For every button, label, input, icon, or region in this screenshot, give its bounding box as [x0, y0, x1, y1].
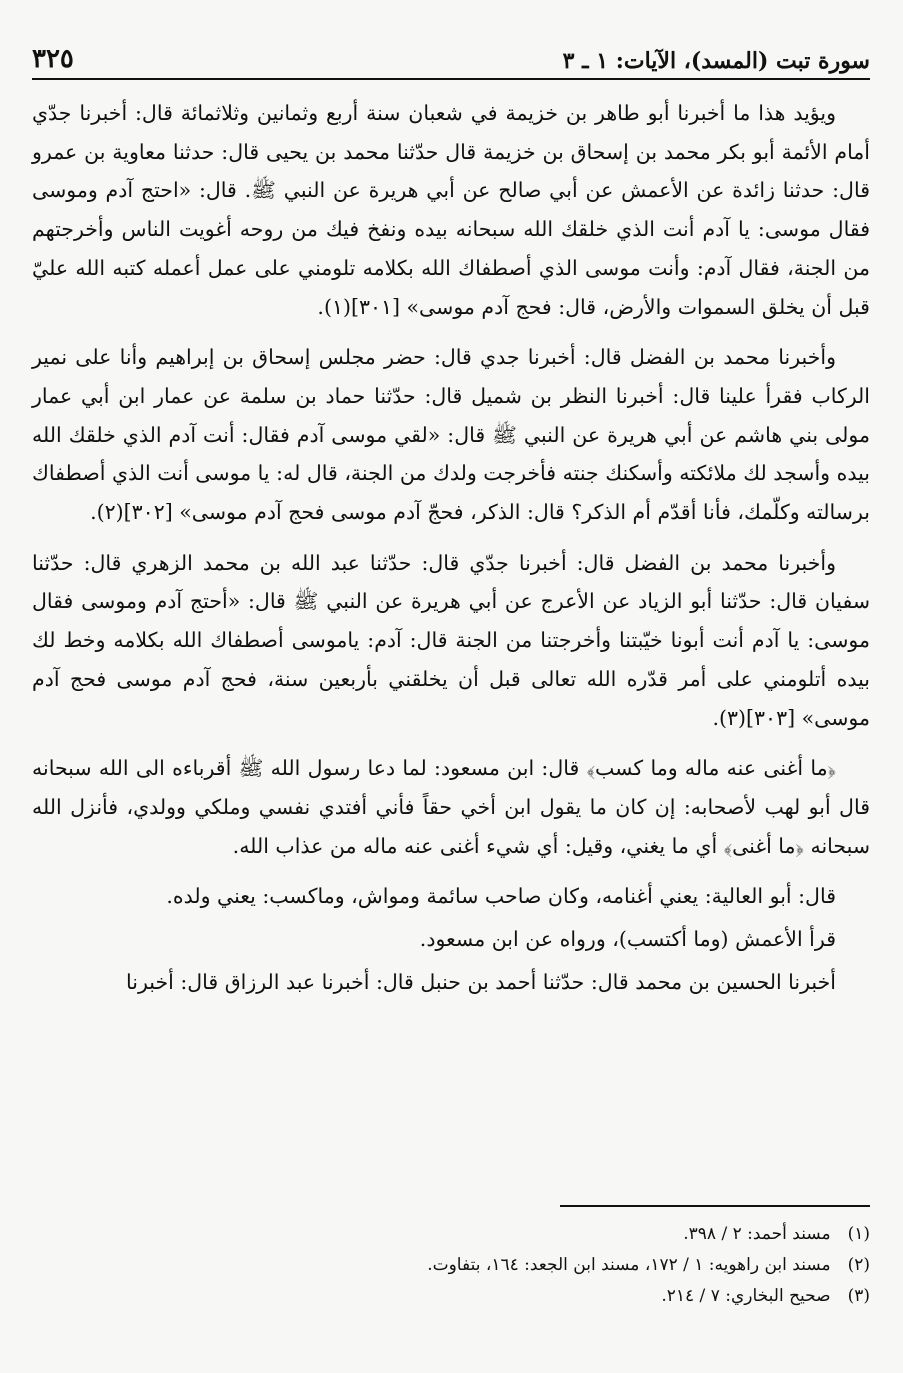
paragraph-1: ويؤيد هذا ما أخبرنا أبو طاهر بن خزيمة في شعبان سنة أربع وثمانين وثلاثمائة قال: أخبرنا جدّي أمام الأئمة أبو بكر محمد بن إسحاق بن خزيمة قال حدّثنا محمد بن يحيى قال: حدثنا معاوية بن عمرو قال: حدثنا زائدة عن الأعمش عن أبي صالح عن أبي هريرة عن النبي ﷺ. قال: «احتج آدم وموسى فقال موسى: يا آدم أنت الذي خلقك الله سبحانه بيده ونفخ فيك من روحه أغويت الناس وأخرجتهم من الجنة، فقال آدم: وأنت موسى الذي أصطفاك الله بكلامه تلومني على عمل أعمله كتبه الله عليّ قبل أن يخلق السموات والأرض، قال: فحج آدم موسى» [٣٠١](١). [32, 101, 870, 319]
paragraph-2: وأخبرنا محمد بن الفضل قال: أخبرنا جدي قال: حضر مجلس إسحاق بن إبراهيم وأنا على نمير الركاب فقرأ علينا قال: أخبرنا النظر بن شميل قال: حدّثنا حماد بن سلمة عن عمار ابن أبي عمار مولى بني هاشم عن أبي هريرة عن النبي ﷺ قال: «لقي موسى آدم فقال: أنت آدم الذي خلقك الله بيده وأسجد لك ملائكته وأسكنك جنته فأخرجت ولدك من الجنة، قال له: يا موسى أنت الذي أصطفاك برسالته وكلّمك، فأنا أقدّم أم الذكر؟ قال: الذكر، فحجّ آدم موسى فحج آدم موسى» [٣٠٢](٢). [32, 345, 870, 525]
footnote-text: مسند ابن راهويه: ١ / ١٧٢، مسند ابن الجعد: ١٦٤، بتفاوت. [427, 1255, 831, 1275]
footnote-number: (١) [847, 1224, 870, 1244]
running-title: سورة تبت (المسد)، الآيات: ١ ـ ٣ [562, 48, 870, 74]
footnote-number: (٢) [847, 1255, 870, 1275]
footnote-text: مسند أحمد: ٢ / ٣٩٨. [683, 1224, 831, 1244]
page-body [32, 94, 870, 1001]
page-header [32, 40, 870, 80]
footnote-number: (٣) [847, 1286, 870, 1306]
book-page [32, 40, 870, 1340]
footnote-2 [32, 1250, 870, 1281]
footnote-text: صحيح البخاري: ٧ / ٢١٤. [661, 1286, 831, 1306]
paragraph-3: وأخبرنا محمد بن الفضل قال: أخبرنا جدّي قال: حدّثنا عبد الله بن محمد الزهري قال: حدّثنا سفيان قال: حدّثنا أبو الزياد عن الأعرج عن أبي هريرة عن النبي ﷺ قال: «أحتج آدم وموسى فقال موسى: يا آدم أنت أبونا خيّبتنا وأخرجتنا من الجنة قال: آدم: ياموسى أصطفاك الله بكلامه وخط لك بيده أتلومني على أمر قدّره الله تعالى قبل أن يخلقني بأربعين سنة، فحج آدم موسى فحج آدم موسى» [٣٠٣](٣). [32, 550, 870, 730]
paragraph-5: قال: أبو العالية: يعني أغنامه، وكان صاحب سائمة ومواش، وماكسب: يعني ولده. [166, 884, 836, 909]
paragraph-6: قرأ الأعمش (وما أكتسب)، ورواه عن ابن مسعود. [419, 927, 836, 952]
footnote-divider [560, 1205, 870, 1207]
footnote-1 [32, 1219, 870, 1250]
paragraph-7: أخبرنا الحسين بن محمد قال: حدّثنا أحمد بن حنبل قال: أخبرنا عبد الرزاق قال: أخبرنا [126, 969, 836, 994]
footnote-3 [32, 1281, 870, 1312]
page-number: ٣٢٥ [32, 44, 74, 74]
paragraph-4: ﴿ما أغنى عنه ماله وما كسب﴾ قال: ابن مسعود: لما دعا رسول الله ﷺ أقرباءه الى الله سبحانه قال أبو لهب لأصحابه: إن كان ما يقول ابن أخي حقاً فأني أفتدي نفسي وملكي وولدي، فأنزل الله سبحانه ﴿ما أغنى﴾ أي ما يغني، وقيل: أي شيء أغنى عنه ماله من عذاب الله. [32, 756, 870, 858]
footnotes [32, 1205, 870, 1312]
